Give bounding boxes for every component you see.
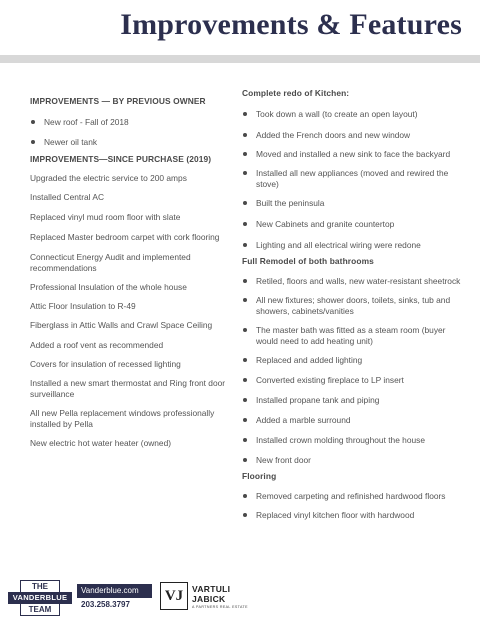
list-item — [242, 415, 464, 426]
list-item-text: Took down a wall (to create an open layout) — [256, 109, 418, 119]
vanderblue-team-logo — [8, 580, 72, 616]
list-item-text: Installed propane tank and piping — [256, 395, 380, 405]
list-item — [30, 117, 235, 128]
list-item — [242, 455, 464, 466]
list-item — [242, 219, 464, 230]
list-item-text: New front door — [256, 455, 311, 465]
list-item — [242, 276, 464, 287]
brokerage-logo-mark: VJ — [160, 582, 188, 610]
list-item-text: Replaced and added lighting — [256, 355, 363, 365]
list-item-text: Lighting and all electrical wiring were redone — [256, 240, 421, 250]
logo-text-the: THE — [32, 582, 48, 591]
left-column — [30, 88, 235, 449]
bullet-icon — [243, 279, 247, 283]
bullet-icon — [243, 438, 247, 442]
page-title: Improvements & Features — [120, 8, 462, 41]
list-item — [242, 355, 464, 366]
list-item — [242, 491, 464, 502]
bullet-icon — [243, 418, 247, 422]
list-item-text: Converted existing fireplace to LP insert — [256, 375, 404, 385]
brokerage-name-line-1: VARTULI — [192, 584, 231, 594]
logo-text-vanderblue: VANDERBLUE — [8, 592, 72, 604]
right-column — [242, 88, 464, 521]
list-item-text: Moved and installed a new sink to face the backyard — [256, 149, 451, 159]
bullet-icon — [243, 298, 247, 302]
logo-text-team: TEAM — [28, 605, 52, 614]
list-item-text: All new fixtures; shower doors, toilets, sinks, tub and showers, cabinets/vanities — [256, 295, 451, 316]
list-item — [242, 130, 464, 141]
list-item-text: Retiled, floors and walls, new water-resistant sheetrock — [256, 276, 461, 286]
section-heading-previous-owner: IMPROVEMENTS — BY PREVIOUS OWNER — [30, 96, 206, 106]
list-item: Added a roof vent as recommended — [30, 340, 164, 350]
brokerage-name-line-2: JABICK — [192, 594, 226, 604]
bullet-icon — [31, 140, 35, 144]
list-item — [242, 295, 464, 317]
list-item — [242, 240, 464, 251]
list-item: Installed Central AC — [30, 192, 105, 202]
list-item — [242, 395, 464, 406]
list-item: Attic Floor Insulation to R-49 — [30, 301, 136, 311]
list-item-text: Built the peninsula — [256, 198, 325, 208]
section-heading-flooring: Flooring — [242, 471, 277, 481]
brokerage-tagline: A PARTNERS REAL ESTATE — [192, 605, 248, 609]
bullet-icon — [243, 398, 247, 402]
contact-block — [77, 584, 152, 614]
footer — [0, 578, 480, 621]
bullet-icon — [243, 513, 247, 517]
list-item — [242, 109, 464, 120]
bullet-icon — [243, 152, 247, 156]
list-item — [242, 149, 464, 160]
section-heading-kitchen: Complete redo of Kitchen: — [242, 88, 350, 98]
list-item — [242, 435, 464, 446]
bullet-icon — [243, 494, 247, 498]
bullet-icon — [243, 222, 247, 226]
bullet-icon — [243, 378, 247, 382]
list-item-text: New Cabinets and granite countertop — [256, 219, 395, 229]
list-item: Upgraded the electric service to 200 amps — [30, 173, 187, 183]
list-item: Replaced vinyl mud room floor with slate — [30, 212, 181, 222]
bullet-icon — [243, 112, 247, 116]
list-item-text: Newer oil tank — [44, 137, 98, 147]
list-item-text: Removed carpeting and refinished hardwood floors — [256, 491, 446, 501]
title-divider — [0, 55, 480, 63]
list-item — [242, 168, 464, 190]
bullet-icon — [243, 328, 247, 332]
list-item: Installed a new smart thermostat and Ring front door surveillance — [30, 378, 226, 399]
list-item-text: Installed crown molding throughout the house — [256, 435, 426, 445]
section-heading-bathrooms: Full Remodel of both bathrooms — [242, 256, 374, 266]
list-item: Covers for insulation of recessed lighting — [30, 359, 181, 369]
list-item — [242, 510, 464, 521]
bullet-icon — [243, 133, 247, 137]
list-item-text: New roof - Fall of 2018 — [44, 117, 129, 127]
list-item-text: Added the French doors and new window — [256, 130, 411, 140]
bullet-icon — [243, 201, 247, 205]
list-item: All new Pella replacement windows professionally installed by Pella — [30, 408, 215, 429]
bullet-icon — [243, 171, 247, 175]
website-link[interactable]: Vanderblue.com — [77, 584, 152, 598]
list-item-text: Replaced vinyl kitchen floor with hardwood — [256, 510, 415, 520]
list-item — [242, 198, 464, 209]
list-item-text: Installed all new appliances (moved and rewired the stove) — [256, 168, 449, 189]
section-heading-since-purchase: IMPROVEMENTS—SINCE PURCHASE (2019) — [30, 154, 212, 164]
phone-number: 203.258.3797 — [81, 600, 130, 609]
bullet-icon — [243, 243, 247, 247]
bullet-icon — [243, 358, 247, 362]
list-item: Connecticut Energy Audit and implemented recommendations — [30, 252, 191, 273]
list-item — [242, 325, 464, 347]
list-item — [242, 375, 464, 386]
bullet-icon — [31, 120, 35, 124]
list-item: Replaced Master bedroom carpet with cork flooring — [30, 232, 220, 242]
list-item: Fiberglass in Attic Walls and Crawl Space Ceiling — [30, 320, 213, 330]
brokerage-name — [192, 584, 230, 604]
list-item — [30, 137, 235, 148]
bullet-icon — [243, 458, 247, 462]
list-item-text: The master bath was fitted as a steam room (buyer would need to add heating unit) — [256, 325, 446, 346]
list-item-text: Added a marble surround — [256, 415, 351, 425]
list-item: Professional Insulation of the whole house — [30, 282, 187, 292]
list-item: New electric hot water heater (owned) — [30, 438, 172, 448]
